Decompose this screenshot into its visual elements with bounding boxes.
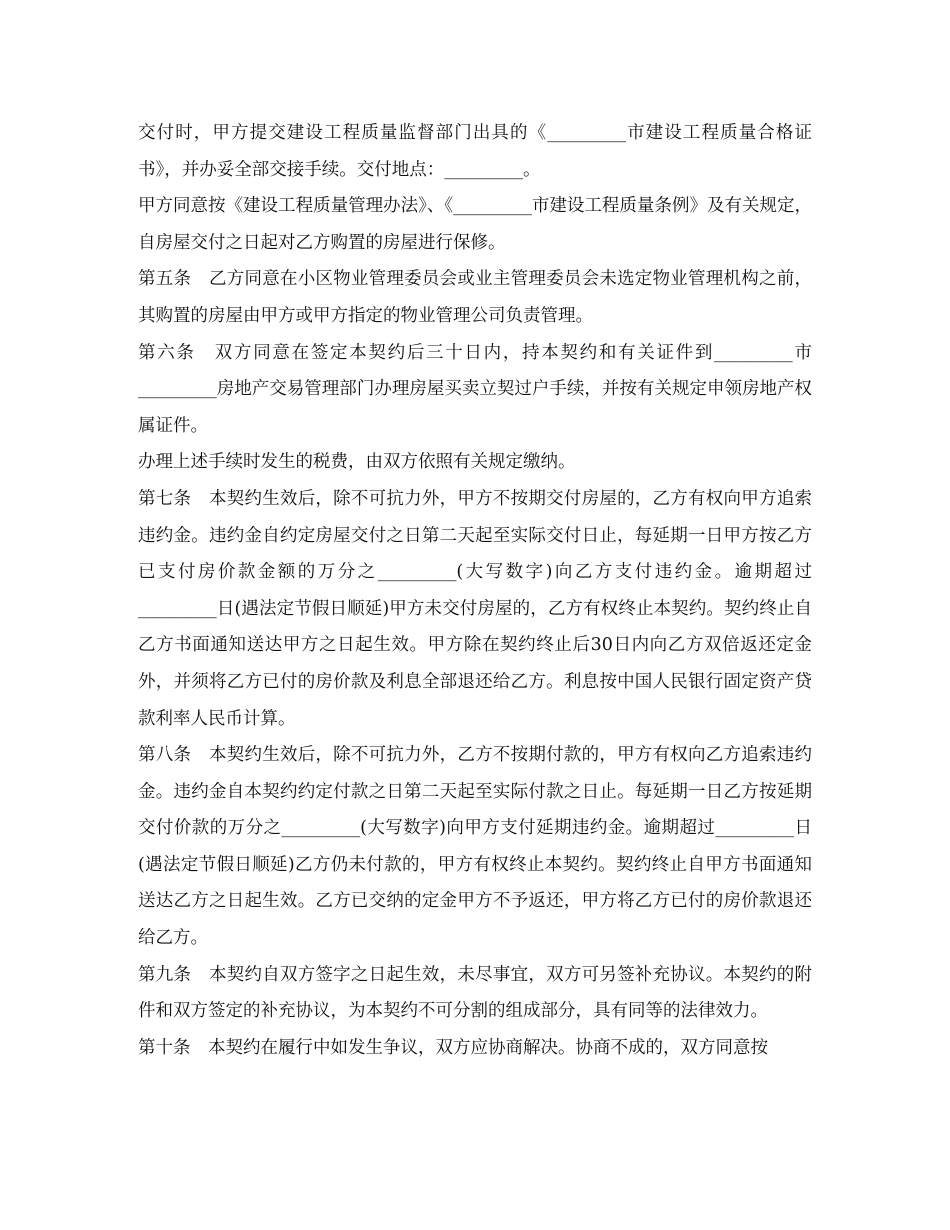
paragraph-delivery: 交付时，甲方提交建设工程质量监督部门出具的《_________市建设工程质量合格证书》，并办妥全部交接手续。交付地点：_________。 bbox=[138, 123, 812, 180]
paragraph-article-10: 第十条 本契约在履行中如发生争议，双方应协商解决。协商不成的，双方同意按 bbox=[138, 1037, 768, 1058]
paragraph-article-9: 第九条 本契约自双方签字之日起生效，未尽事宜，双方可另签补充协议。本契约的附件和双方签定的补充协议，为本契约不可分割的组成部分，具有同等的法律效力。 bbox=[138, 964, 812, 1022]
paragraph-taxes: 办理上述手续时发生的税费，由双方依照有关规定缴纳。 bbox=[138, 452, 576, 473]
paragraph-warranty: 甲方同意按《建设工程质量管理办法》、《_________市建设工程质量条例》及有关规定，自房屋交付之日起对乙方购置的房屋进行保修。 bbox=[138, 196, 812, 253]
paragraph-article-8: 第八条 本契约生效后，除不可抗力外，乙方不按期付款的，甲方有权向乙方追索违约金。违约金自本契约约定付款之日第二天起至实际付款之日止。每延期一日乙方按延期交付价款的万分之_________(大写数字)向甲方支付延期违约金。逾期超过_________日(遇法定节假日顺延)乙方仍未付款的，甲方有权终止本契约。契约终止自甲方书面通知送达乙方之日起生效。乙方已交纳的定金甲方不予返还，甲方将乙方已付的房价款退还给乙方。 bbox=[138, 745, 812, 949]
paragraph-article-5: 第五条 乙方同意在小区物业管理委员会或业主管理委员会未选定物业管理机构之前，其购置的房屋由甲方或甲方指定的物业管理公司负责管理。 bbox=[138, 269, 812, 326]
paragraph-article-6: 第六条 双方同意在签定本契约后三十日内，持本契约和有关证件到_________市_________房地产交易管理部门办理房屋买卖立契过户手续，并按有关规定申领房地产权属证件。 bbox=[138, 342, 812, 436]
document-body bbox=[138, 115, 812, 1066]
paragraph-article-7: 第七条 本契约生效后，除不可抗力外，甲方不按期交付房屋的，乙方有权向甲方追索违约金。违约金自约定房屋交付之日第二天起至实际交付日止，每延期一日甲方按乙方已支付房价款金额的万分之_________(大写数字)向乙方支付违约金。逾期超过_________日(遇法定节假日顺延)甲方未交付房屋的，乙方有权终止本契约。契约终止自乙方书面通知送达甲方之日起生效。甲方除在契约终止后30日内向乙方双倍返还定金外，并须将乙方已付的房价款及利息全部退还给乙方。利息按中国人民银行固定资产贷款利率人民币计算。 bbox=[138, 488, 812, 729]
